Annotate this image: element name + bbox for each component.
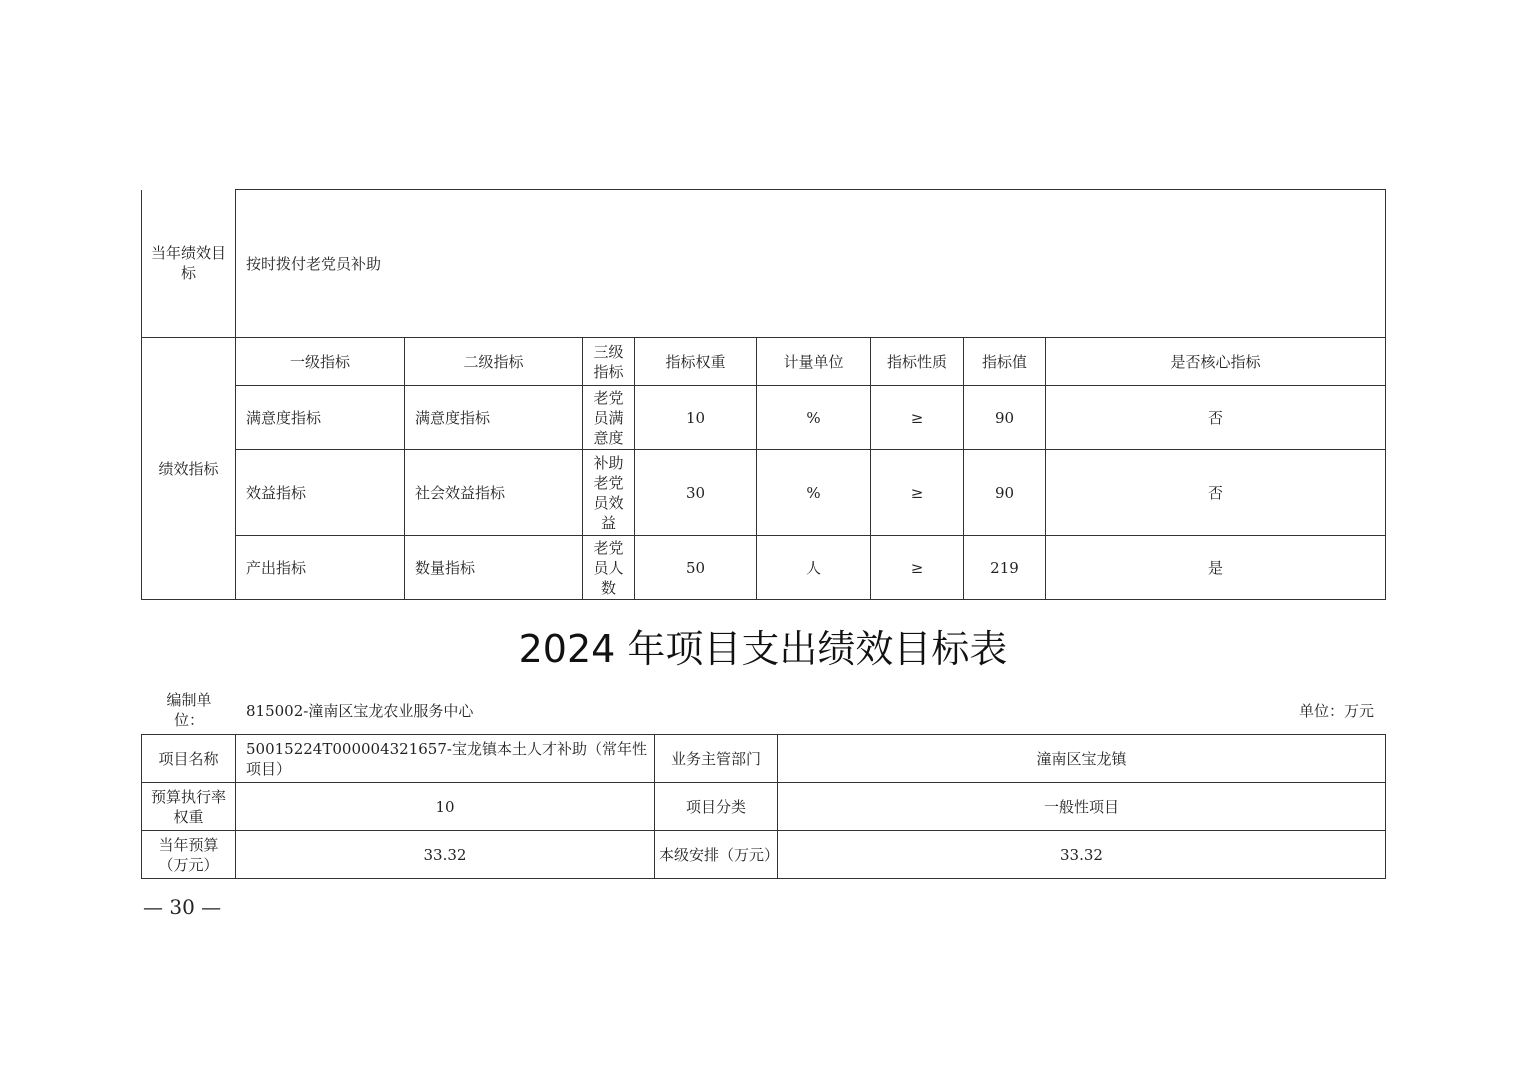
- dept-value: 潼南区宝龙镇: [778, 735, 1386, 783]
- goal-label: 当年绩效目标: [142, 190, 236, 338]
- table-row: [142, 386, 1386, 450]
- row-value: 219: [964, 536, 1046, 600]
- row-core: 是: [1046, 536, 1386, 600]
- row-level3: 老党员满意度: [583, 386, 635, 450]
- header-value: 指标值: [964, 338, 1046, 386]
- header-level2: 二级指标: [405, 338, 583, 386]
- category-value: 一般性项目: [778, 783, 1386, 831]
- row-nature: ≥: [871, 536, 964, 600]
- header-nature: 指标性质: [871, 338, 964, 386]
- header-unit: 计量单位: [757, 338, 871, 386]
- row-level3: 老党员人数: [583, 536, 635, 600]
- dept-label: 业务主管部门: [655, 735, 778, 783]
- row-core: 否: [1046, 450, 1386, 536]
- row-level2: 满意度指标: [405, 386, 583, 450]
- budget-label: 当年预算（万元）: [142, 831, 236, 879]
- project-name: 50015224T000004321657-宝龙镇本土人才补助（常年性项目）: [236, 735, 655, 783]
- header-core: 是否核心指标: [1046, 338, 1386, 386]
- header-level3: 三级指标: [583, 338, 635, 386]
- row-weight: 10: [635, 386, 757, 450]
- level-value: 33.32: [778, 831, 1386, 879]
- exec-value: 10: [236, 783, 655, 831]
- row-weight: 50: [635, 536, 757, 600]
- row-nature: ≥: [871, 450, 964, 536]
- project-table: [141, 734, 1386, 879]
- row-level1: 效益指标: [236, 450, 405, 536]
- row-unit: %: [757, 450, 871, 536]
- row-unit: %: [757, 386, 871, 450]
- table-row: [142, 536, 1386, 600]
- page-number: — 30 —: [143, 895, 222, 919]
- row-weight: 30: [635, 450, 757, 536]
- row-level1: 产出指标: [236, 536, 405, 600]
- level-label: 本级安排（万元）: [655, 831, 778, 879]
- category-label: 项目分类: [655, 783, 778, 831]
- unit-label: 编制单位：: [166, 691, 212, 729]
- unit-value: 815002-潼南区宝龙农业服务中心: [246, 702, 474, 720]
- row-nature: ≥: [871, 386, 964, 450]
- currency-label: 单位：万元: [1298, 702, 1374, 720]
- goal-text: 按时拨付老党员补助: [236, 190, 1386, 338]
- row-level1: 满意度指标: [236, 386, 405, 450]
- row-unit: 人: [757, 536, 871, 600]
- row-level3: 补助老党员效益: [583, 450, 635, 536]
- page-title: 2024 年项目支出绩效目标表: [518, 627, 1008, 671]
- budget-value: 33.32: [236, 831, 655, 879]
- header-level1: 一级指标: [236, 338, 405, 386]
- project-name-label: 项目名称: [142, 735, 236, 783]
- row-core: 否: [1046, 386, 1386, 450]
- table-row: [142, 450, 1386, 536]
- indicators-label: 绩效指标: [142, 338, 236, 600]
- row-level2: 社会效益指标: [405, 450, 583, 536]
- performance-table: [141, 189, 1386, 600]
- row-value: 90: [964, 386, 1046, 450]
- row-level2: 数量指标: [405, 536, 583, 600]
- exec-label: 预算执行率权重: [142, 783, 236, 831]
- row-value: 90: [964, 450, 1046, 536]
- header-weight: 指标权重: [635, 338, 757, 386]
